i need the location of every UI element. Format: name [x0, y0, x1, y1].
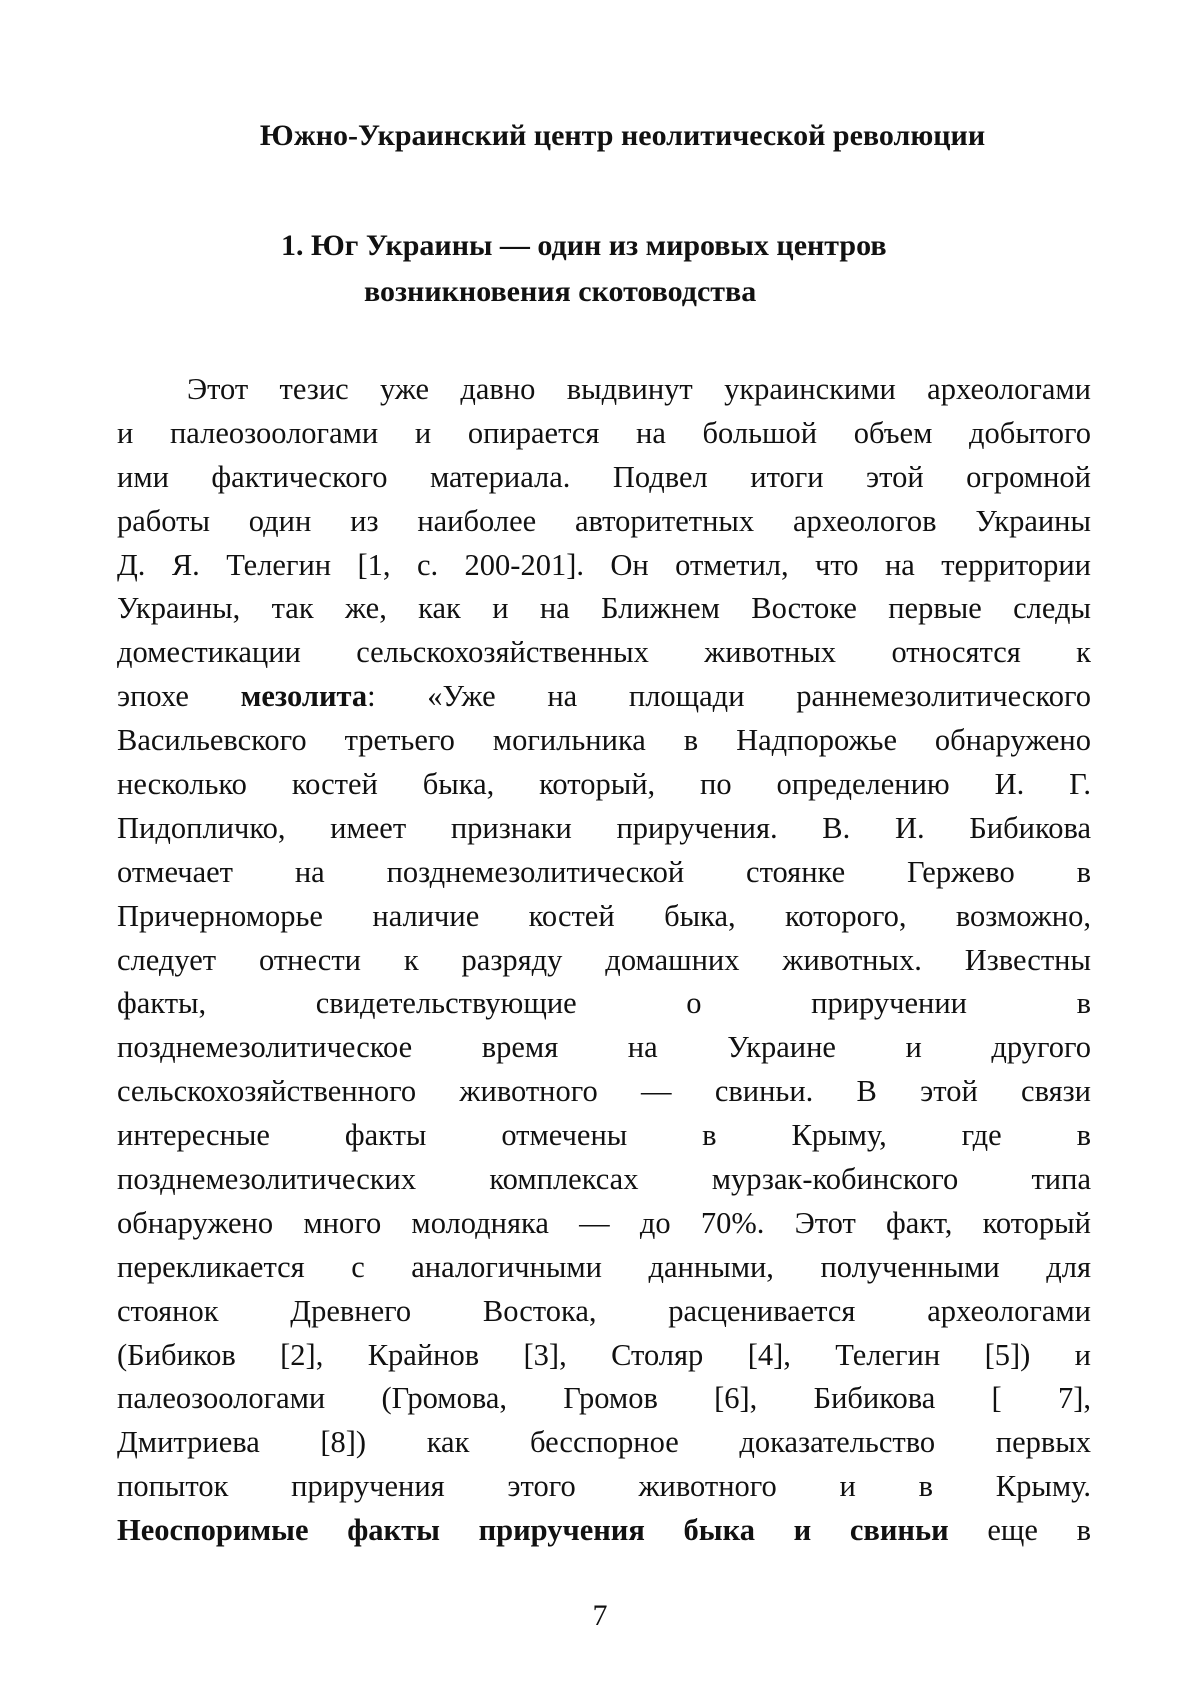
paragraph-line: факты, свидетельствующие о приручении в: [117, 986, 1091, 1021]
document-title: Южно-Украинский центр неолитической революции: [259, 119, 986, 152]
paragraph-line: попыток приручения этого животного и в Крыму.: [117, 1469, 1091, 1504]
paragraph-line: палеозоологами (Громова, Громов [6], Бибикова [ 7],: [117, 1381, 1091, 1416]
paragraph-line: доместикации сельскохозяйственных животных относятся к: [117, 635, 1091, 670]
body-text: [117, 368, 1091, 1553]
paragraph-line: следует отнести к разряду домашних животных. Известны: [117, 942, 1091, 977]
paragraph-line: Этот тезис уже давно выдвинут украинскими археологами: [187, 372, 1091, 406]
page-number: 7: [592, 1599, 608, 1632]
paragraph-line: перекликается с аналогичными данными, полученными для: [117, 1249, 1091, 1284]
paragraph-line: Васильевского третьего могильника в Надпорожье обнаружено: [117, 723, 1091, 758]
paragraph-line-mixed: [117, 675, 1091, 719]
line-prefix: эпохе: [117, 679, 241, 714]
paragraph-line: Дмитриева [8]) как бесспорное доказательство первых: [117, 1425, 1091, 1460]
line-suffix: еще в: [948, 1513, 1091, 1548]
paragraph-line: Украины, так же, как и на Ближнем Востоке первые следы: [117, 591, 1091, 626]
section-heading-line-1: 1. Юг Украины — один из мировых центров: [281, 229, 887, 262]
paragraph-line: работы один из наиболее авторитетных археологов Украины: [117, 503, 1091, 538]
paragraph-line: позднемезолитических комплексах мурзак-кобинского типа: [117, 1162, 1091, 1197]
paragraph-line: и палеозоологами и опирается на большой объем добытого: [117, 415, 1091, 450]
bold-statement: Неоспоримые факты приручения быка и свиньи: [117, 1513, 949, 1548]
paragraph-line: Пидопличко, имеет признаки приручения. В. И. Бибикова: [117, 810, 1091, 845]
paragraph-line: несколько костей быка, который, по определению И. Г.: [117, 767, 1091, 802]
paragraph-line: ими фактического материала. Подвел итоги этой огромной: [117, 459, 1091, 494]
paragraph-line: интересные факты отмечены в Крыму, где в: [117, 1118, 1091, 1153]
paragraph-line: позднемезолитическое время на Украине и другого: [117, 1030, 1091, 1065]
paragraph-line: Д. Я. Телегин [1, с. 200-201]. Он отметил, что на территории: [117, 547, 1091, 582]
paragraph-line: отмечает на позднемезолитической стоянке Гержево в: [117, 854, 1091, 889]
bold-term-mesolithic: мезолита: [240, 679, 368, 714]
section-heading: [0, 223, 1200, 315]
paragraph-line: (Бибиков [2], Крайнов [3], Столяр [4], Телегин [5]) и: [117, 1337, 1091, 1372]
paragraph-line-mixed: [117, 1509, 1091, 1553]
paragraph-line: обнаружено много молодняка — до 70%. Этот факт, который: [117, 1205, 1091, 1240]
paragraph-line: сельскохозяйственного животного — свиньи. В этой связи: [117, 1074, 1091, 1109]
paragraph-line: Причерноморье наличие костей быка, которого, возможно,: [117, 898, 1091, 933]
line-suffix: : «Уже на площади раннемезолитического: [367, 679, 1091, 714]
section-heading-line-2: возникновения скотоводства: [364, 275, 757, 308]
paragraph-line: стоянок Древнего Востока, расценивается археологами: [117, 1293, 1091, 1328]
